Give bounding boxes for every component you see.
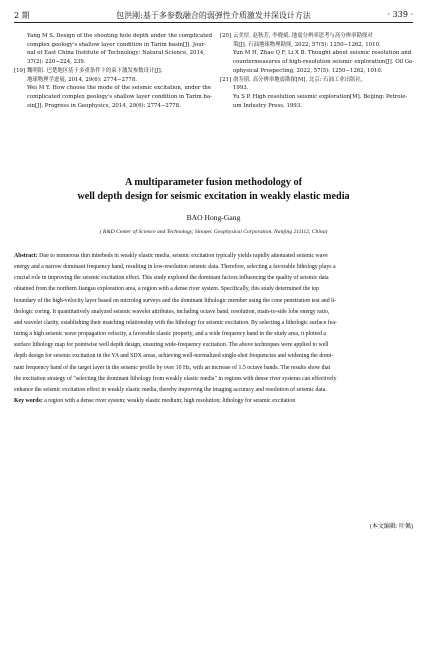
abstract-line — [14, 329, 414, 340]
reference-line: 云美厚, 赵秋芳, 李晓斌. 地震分辨率思考与高分辨率勘探对 — [233, 33, 373, 39]
reference-entry — [220, 76, 415, 111]
abstract-line — [14, 273, 414, 284]
reference-line: 地球物理学进展, 2014, 29(6): 2774−2778. — [27, 76, 138, 83]
reference-entry — [220, 32, 415, 76]
reference-line: complex geology's shallow layer condition in Tarim basin[J]. Jour- — [27, 41, 207, 48]
abstract-text: obtained from the northern Jiangsu exploration area, a region with a dense river system. Specifically, this study determined the top — [14, 286, 320, 293]
editor-note: (本文编辑: 叶佩) — [369, 524, 413, 530]
abstract-line — [14, 351, 414, 362]
reference-line: 策[J]. 石油地球物理勘探, 2022, 57(5): 1250−1262, 1010. — [233, 41, 381, 48]
reference-line: nal of East China Institute of Technology: Natural Science, 2014, — [27, 50, 206, 57]
reference-line: sin[J]. Progress in Geophysics, 2014, 29(6): 2774−2778. — [27, 102, 181, 109]
reference-body — [233, 32, 415, 76]
reference-line: um Industry Press, 1993. — [233, 102, 302, 109]
reference-line: ophysical Prospecting, 2022, 57(5): 1250−1262, 1010. — [233, 67, 383, 74]
title-line: A multiparameter fusion methodology of — [125, 177, 302, 188]
abstract-text: nant frequency band of the target layer in the seismic profile by over 10 Hz, with an increase of 1.5 octave bands. The results show that — [14, 364, 331, 371]
title-line: well depth design for seismic excitation in weakly elastic media — [77, 191, 350, 202]
reference-line: Yang M S. Design of the shooting hole depth under the complicated — [27, 33, 213, 39]
reference-line: Wei M Y. How choose the mode of the seismic excitation, under the — [27, 85, 212, 92]
abstract-text: thologic coring. It quantitatively analyzed seismic wavelet attributes, including octave band, resolution, main-to-side lobe energy ratio, — [14, 308, 330, 315]
abstract — [14, 251, 414, 407]
reference-body — [27, 67, 212, 111]
abstract-line — [14, 363, 414, 374]
abstract-text: crucial role in improving the seismic excitation effect. This study explored the dominant factors influencing the quality of seismic data — [14, 275, 329, 282]
references-left-column — [14, 32, 213, 110]
abstract-text: Due to numerous thin interbeds in weakly elastic media, seismic excitation typically yields rapidly attenuated seismic wave — [37, 253, 328, 259]
abstract-line — [14, 262, 414, 273]
reference-line: 1993. — [233, 85, 249, 92]
abstract-text: enhance the seismic excitation effect in weakly elastic media, thereby improving the imaging accuracy and resolution of seismic data. — [14, 386, 327, 393]
abstract-text: energy and a narrow dominant frequency band, resulting in low-resolution seismic data. Therefore, selecting a favorable lithology plays a — [14, 264, 336, 271]
abstract-text: and wavelet clarity, establishing their matching relationship with the lithology for seismic excitation. By selecting a lithologic surface fea- — [14, 319, 337, 326]
reference-number — [14, 32, 27, 67]
affiliation: ( R&D Center of Science and Technology, Sinopec Geophysical Corporation, Nanjing 211112, China) — [99, 229, 328, 235]
reference-body — [233, 76, 415, 111]
author: BAO Hong-Gang — [186, 213, 241, 222]
reference-line: countermeasures of high-resolution seismic exploration[J]. Oil Ge- — [233, 59, 415, 66]
abstract-text: depth design for seismic excitation in the YA and SDX areas, achieving well-normalized single-shot frequencies and widening the domi- — [14, 353, 334, 360]
keywords — [14, 396, 414, 407]
abstract-text: surface lithology map for pointwise well depth design, ensuring wide-frequency excitation. The above techniques were applied to well — [14, 342, 329, 349]
references-right-column — [220, 32, 415, 110]
running-header — [14, 8, 413, 23]
abstract-line — [14, 318, 414, 329]
abstract-line — [14, 340, 414, 351]
reference-line: complicated complex geology's shallow layer condition in Tarim ba- — [27, 93, 212, 100]
abstract-line — [14, 307, 414, 318]
reference-number: [20] — [220, 33, 232, 39]
keywords-label: Key words: — [14, 398, 43, 405]
abstract-text: turing a high seismic wave propagation velocity, a favorable elastic property, and a wide frequency band in the study area, it plotted a — [14, 331, 326, 338]
abstract-label: Abstract: — [14, 253, 38, 259]
abstract-line — [14, 251, 414, 262]
reference-entry — [14, 32, 213, 67]
abstract-line — [14, 385, 414, 396]
reference-line: 37(2): 220−224, 239. — [27, 59, 86, 66]
abstract-text: the excitation strategy of "selecting the dominant lithology from weakly elastic media" in regions with dense river systems can effectively — [14, 375, 337, 382]
keywords-text: a region with a dense river system; weakly elastic medium; high resolution; lithology for seismic excitation — [42, 398, 296, 405]
reference-number: [21] — [220, 76, 232, 83]
reference-number: [19] — [14, 67, 26, 74]
reference-entry — [14, 67, 212, 111]
issue-number: 2 期 — [14, 11, 30, 20]
abstract-line — [14, 374, 414, 385]
running-title: 包洪刚:基于多参数融合的弱弹性介质激发井深设计方法 — [116, 11, 311, 20]
reference-line: Yun M H, Zhao Q F, Li X B. Thought about seismic resolution and — [233, 50, 412, 57]
reference-line: Yu S P. High resolution seismic exploration[M]. Beijing: Petrole- — [233, 93, 408, 100]
reference-line: 魏明阳. 巴楚地区基于多重条件下的束下激发参数设计[J]. — [27, 67, 163, 74]
reference-body — [27, 32, 212, 67]
english-title — [0, 176, 427, 204]
abstract-text: boundary of the high-velocity layer based on microlog surveys and the dominant lithologic member using the cone penetration test and li- — [14, 297, 337, 304]
reference-line: 俞寿朋. 高分辨率地震勘探[M]. 北京: 石油工业出版社, — [233, 76, 363, 83]
abstract-line — [14, 284, 414, 295]
abstract-line — [14, 296, 414, 307]
page-number: · 339 · — [387, 10, 413, 19]
